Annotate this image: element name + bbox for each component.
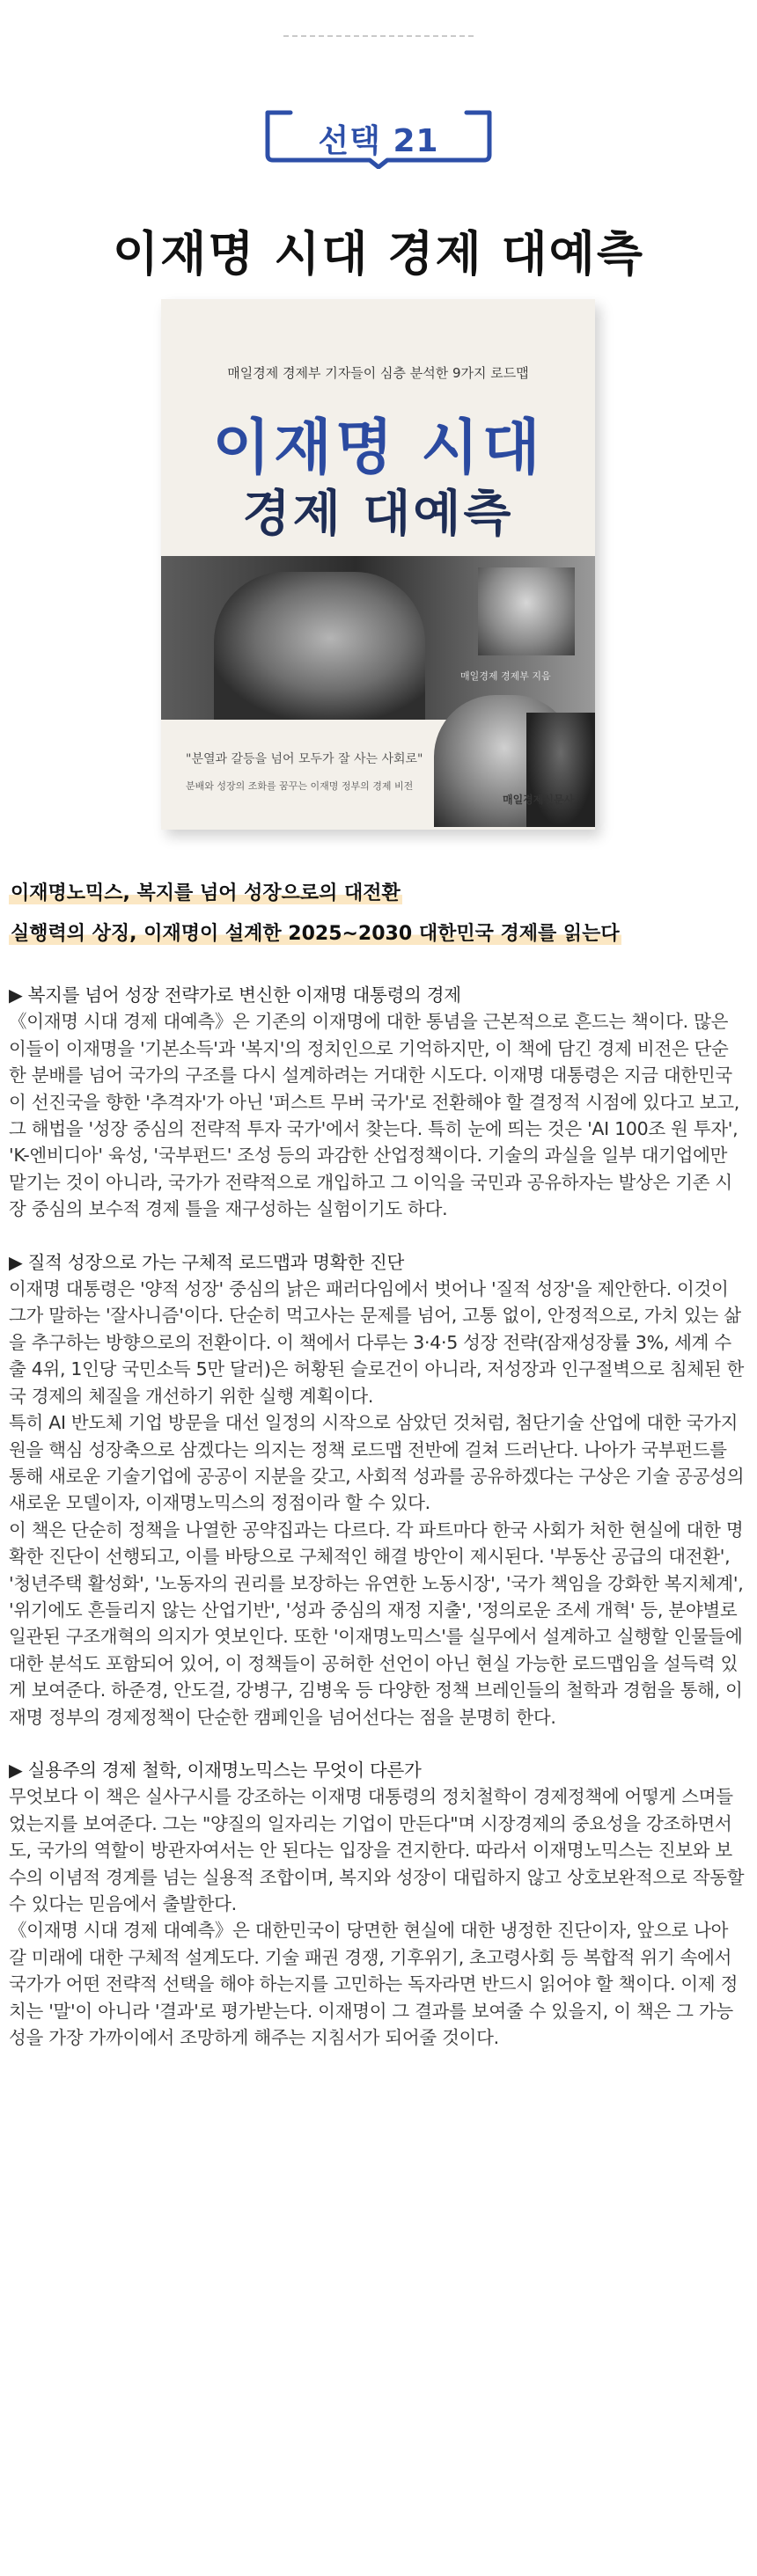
cover-caption: 분배와 성장의 조화를 꿈꾸는 이재명 정부의 경제 비전	[186, 780, 414, 792]
section-1	[9, 982, 745, 1223]
section-heading: ▶ 질적 성장으로 가는 구체적 로드맵과 명확한 진단	[9, 1251, 405, 1273]
section-3	[9, 1757, 745, 2051]
top-divider	[283, 35, 474, 37]
paragraph: 이 책은 단순히 정책을 나열한 공약집과는 다르다. 각 파트마다 한국 사회가 처한 현실에 대한 명확한 진단이 선행되고, 이를 바탕으로 구체적인 해결 방안이 제시된다. '부동산 공급의 대전환', '청년주택 활성화', '노동자의 권리를 보장하는 유연한 노동시장', '국가 책임을 강화한 복지체계', '위기에도 흔들리지 않는 산업기반', '성과 중심의 재정 지출', '정의로운 조세 개혁' 등, 분야별로 일관된 구조개혁의 의지가 엿보인다. 또한 '이재명노믹스'를 실무에서 설계하고 실행할 인물들에 대한 분석도 포함되어 있어, 이 정책들이 공허한 선언이 아닌 현실 가능한 로드맵임을 설득력 있게 보여준다. 하준경, 안도걸, 강병구, 김병욱 등 다양한 정책 브레인들의 철학과 경험을 통해, 이재명 정부의 경제정책이 단순한 캠페인을 넘어선다는 점을 분명히 한다.	[9, 1519, 744, 1728]
article-body	[9, 982, 745, 2077]
section-heading: ▶ 실용주의 경제 철학, 이재명노믹스는 무엇이 다른가	[9, 1759, 422, 1781]
cover-subtitle: 매일경제 경제부 기자들이 심층 분석한 9가지 로드맵	[227, 365, 529, 381]
selection-badge	[264, 104, 493, 169]
cover-portrait-main	[214, 572, 425, 720]
cover-portrait-top	[478, 567, 575, 655]
paragraph: 무엇보다 이 책은 실사구시를 강조하는 이재명 대통령의 정치철학이 경제정책에 어떻게 스며들었는지를 보여준다. 그는 "양질의 일자리는 기업이 만든다"며 시장경제의 중요성을 강조하면서도, 국가의 역할이 방관자여서는 안 된다는 입장을 견지한다. 따라서 이재명노믹스는 진보와 보수의 이념적 경계를 넘는 실용적 조합이며, 복지와 성장이 대립하지 않고 상호보완적으로 작동할 수 있다는 믿음에서 출발한다.	[9, 1786, 745, 1914]
section-heading: ▶ 복지를 넘어 성장 전략가로 변신한 이재명 대통령의 경제	[9, 984, 461, 1006]
badge-label: 선택 21	[318, 123, 439, 159]
cover-title-line2: 경제 대예측	[242, 486, 514, 543]
paragraph: 《이재명 시대 경제 대예측》은 대한민국이 당면한 현실에 대한 냉정한 진단이자, 앞으로 나아갈 미래에 대한 구체적 설계도다. 기술 패권 경쟁, 기후위기, 초고령사회 등 복합적 위기 속에서 국가가 어떤 전략적 선택을 해야 하는지를 고민하는 독자라면 반드시 읽어야 할 책이다. 이제 정치는 '말'이 아니라 '결과'로 평가받는다. 이재명이 그 결과를 보여줄 수 있을지, 이 책은 그 가능성을 가장 가까이에서 조망하게 해주는 지침서가 되어줄 것이다.	[9, 1920, 739, 2049]
highlight-line-2	[9, 918, 621, 946]
cover-author: 매일경제 경제부 지음	[460, 670, 551, 682]
highlight-text-1: 이재명노믹스, 복지를 넘어 성장으로의 대전환	[11, 882, 401, 904]
cover-title-line1: 이재명 시대	[212, 413, 544, 483]
page-title: 이재명 시대 경제 대예측	[112, 226, 645, 282]
cover-portrait-right	[526, 713, 595, 827]
highlight-text-2: 실행력의 상징, 이재명이 설계한 2025~2030 대한민국 경제를 읽는다	[11, 923, 620, 945]
paragraph: 특히 AI 반도체 기업 방문을 대선 일정의 시작으로 삼았던 것처럼, 첨단기술 산업에 대한 국가지원을 핵심 성장축으로 삼겠다는 의지는 정책 로드맵 전반에 걸쳐 드러난다. 나아가 국부펀드를 통해 새로운 기술기업에 공공이 지분을 갖고, 사회적 성과를 공유하겠다는 구상은 기술 공공성의 새로운 모델이자, 이재명노믹스의 정점이라 할 수 있다.	[9, 1412, 745, 1514]
paragraph: 이재명 대통령은 '양적 성장' 중심의 낡은 패러다임에서 벗어나 '질적 성장'을 제안한다. 이것이 그가 말하는 '잘사니즘'이다. 단순히 먹고사는 문제를 넘어, 고통 없이, 안정적으로, 가치 있는 삶을 추구하는 방향으로의 전환이다. 이 책에서 다루는 3·4·5 성장 전략(잠재성장률 3%, 세계 수출 4위, 1인당 국민소득 5만 달러)은 허황된 슬로건이 아니라, 저성장과 인구절벽으로 침체된 한국 경제의 체질을 개선하기 위한 실행 계획이다.	[9, 1278, 745, 1407]
book-cover	[161, 299, 595, 830]
section-2	[9, 1249, 745, 1731]
highlight-line-1	[9, 878, 402, 905]
cover-publisher: 매일경제신문사	[503, 794, 575, 806]
paragraph: 《이재명 시대 경제 대예측》은 기존의 이재명에 대한 통념을 근본적으로 흔드는 책이다. 많은 이들이 이재명을 '기본소득'과 '복지'의 정치인으로 기억하지만, 이 책에 담긴 경제 비전은 단순한 분배를 넘어 국가의 구조를 다시 설계하려는 거대한 시도다. 이재명 대통령은 지금 대한민국이 선진국을 향한 '추격자'가 아닌 '퍼스트 무버 국가'로 전환해야 할 결정적 시점에 있다고 보고, 그 해법을 '성장 중심의 전략적 투자 국가'에서 찾는다. 특히 눈에 띄는 것은 'AI 100조 원 투자', 'K-엔비디아' 육성, '국부펀드' 조성 등의 과감한 산업정책이다. 기술의 과실을 일부 대기업에만 맡기는 것이 아니라, 국가가 전략적으로 개입하고 그 이익을 국민과 공유하자는 발상은 기존 시장 중심의 보수적 경제 틀을 재구성하는 실험이기도 하다.	[9, 1011, 739, 1220]
cover-quote: "분열과 갈등을 넘어 모두가 잘 사는 사회로"	[186, 752, 423, 766]
